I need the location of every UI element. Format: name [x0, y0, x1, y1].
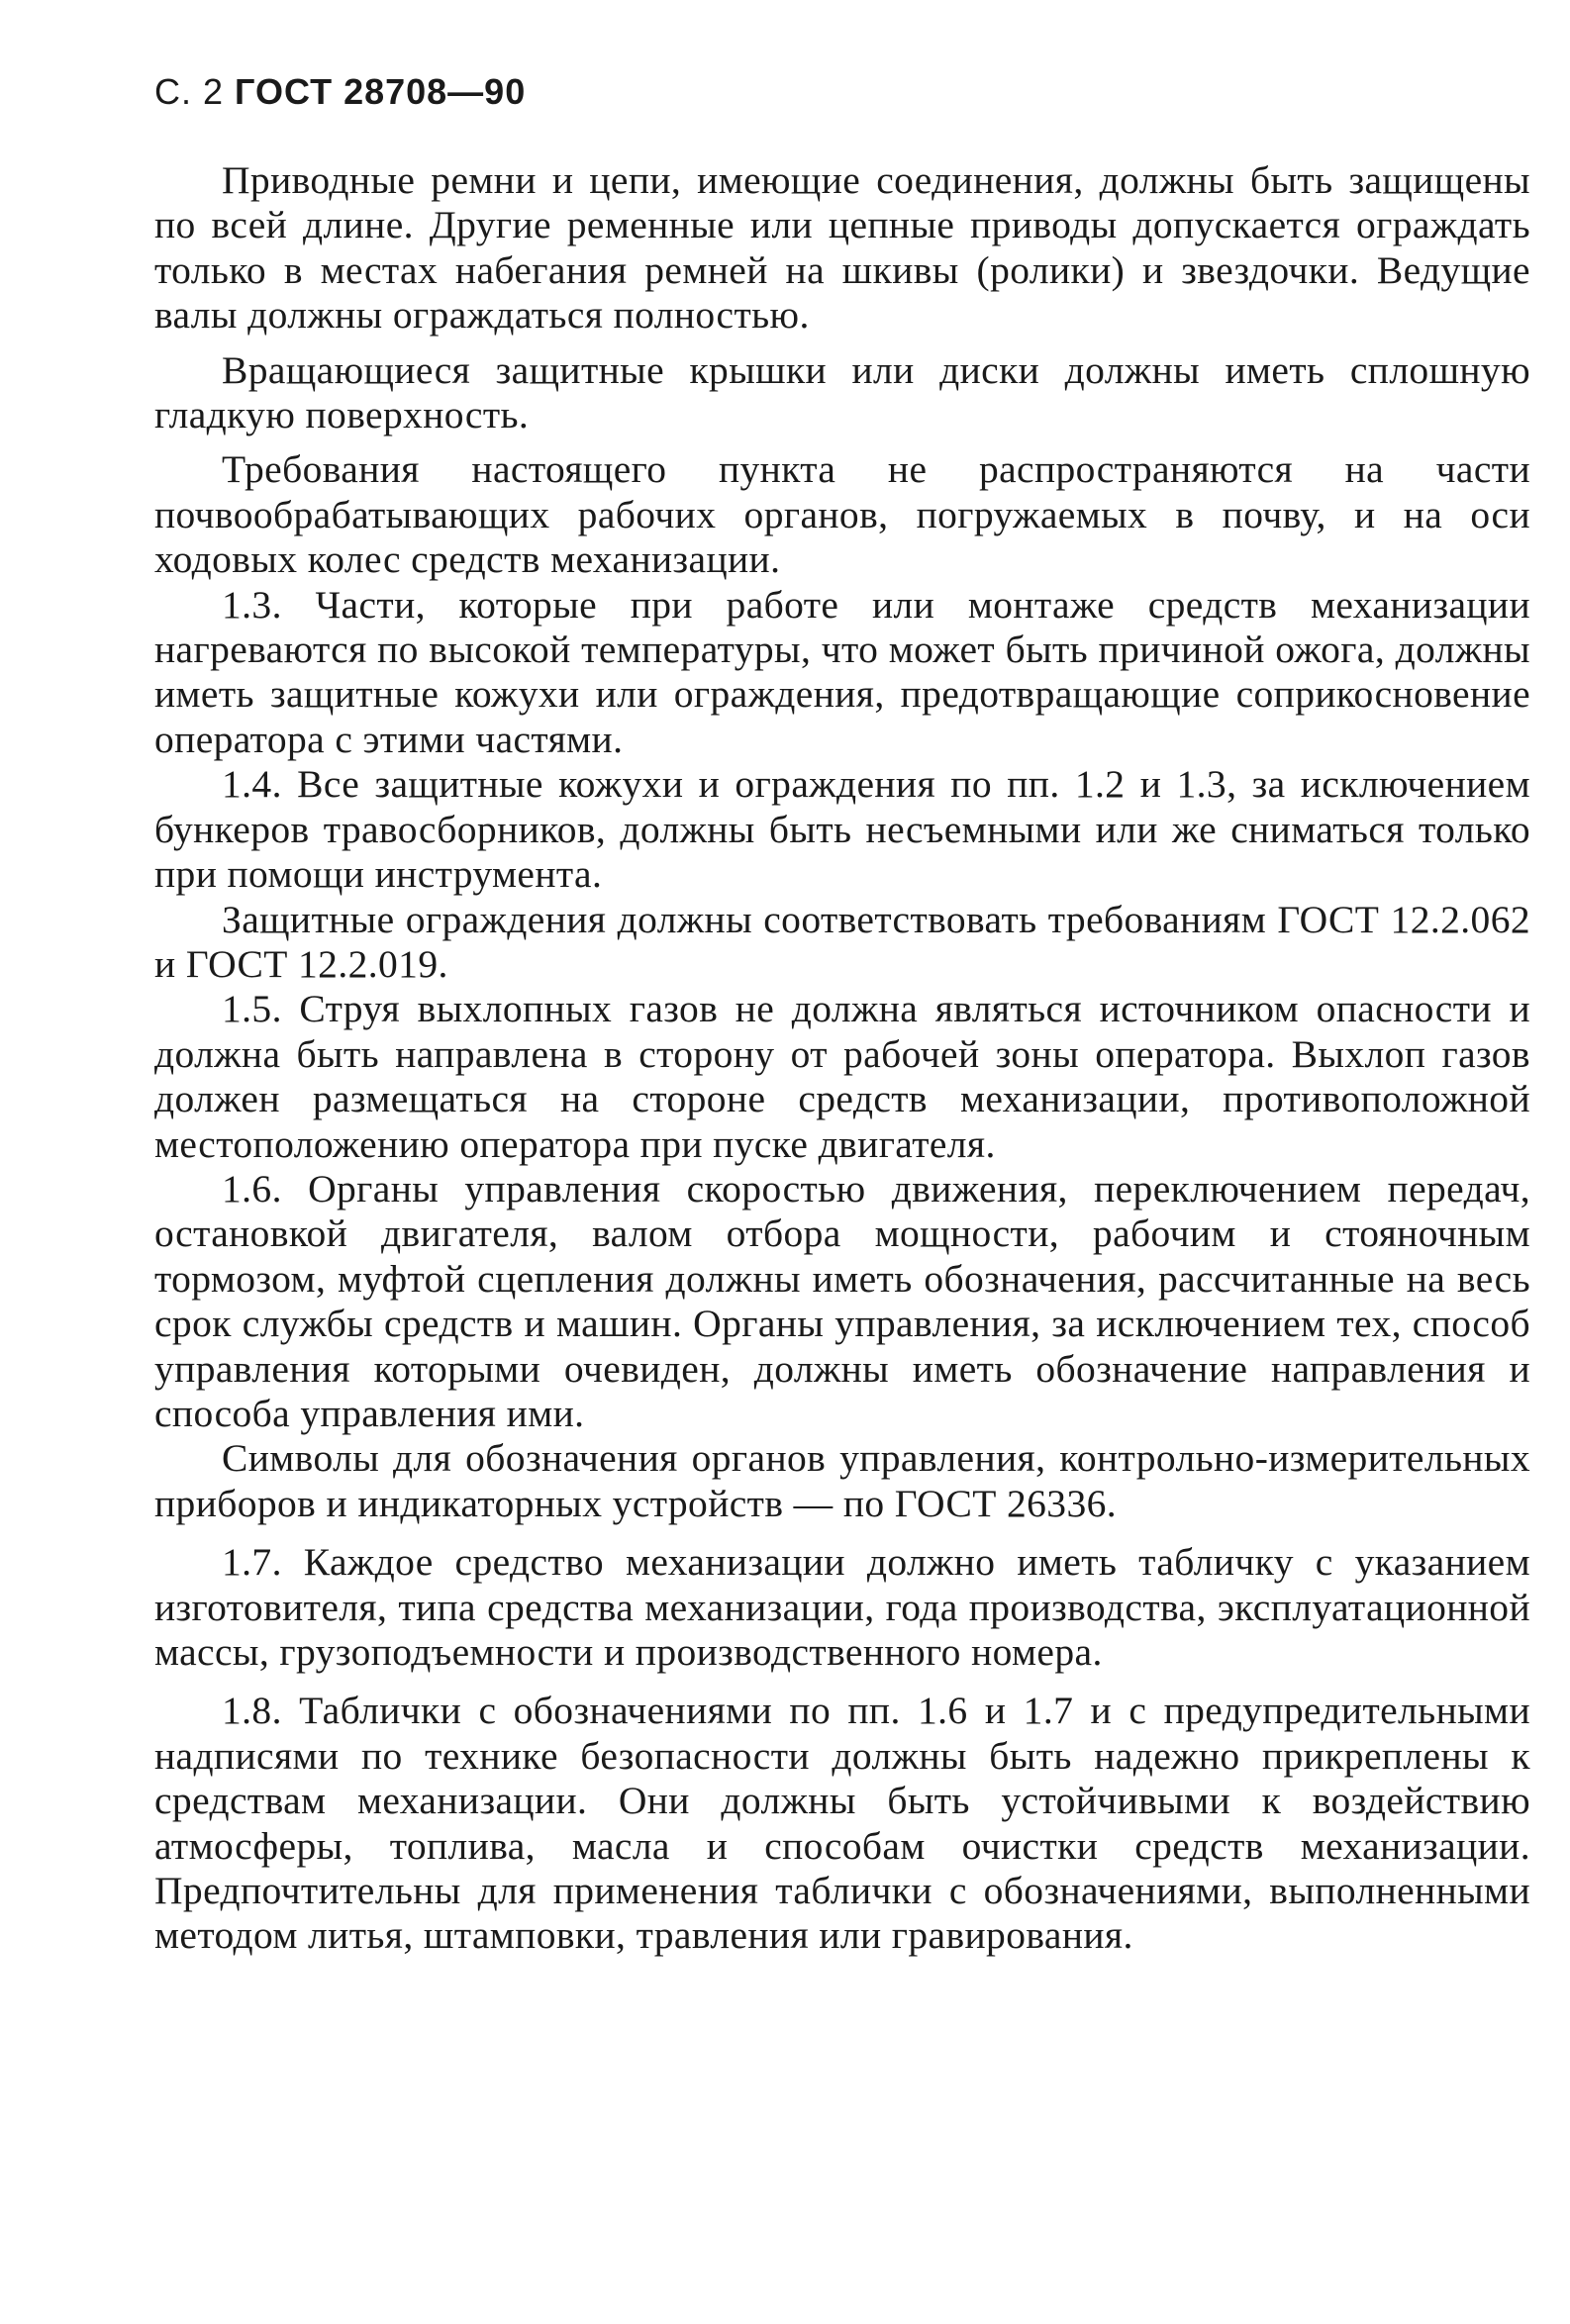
paragraph-1-4: 1.4. Все защитные кожухи и ограждения по пп. 1.2 и 1.3, за исключением бункеров травосборников, должны быть несъемными или же сниматься только при помощи инструмента.	[154, 762, 1530, 897]
standard-designation: ГОСТ 28708—90	[235, 71, 527, 112]
paragraph-rotating-covers: Вращающиеся защитные крышки или диски должны иметь сплошную гладкую поверхность.	[154, 347, 1530, 437]
paragraph-symbols: Символы для обозначения органов управления, контрольно-измерительных приборов и индикаторных устройств — по ГОСТ 26336.	[154, 1436, 1530, 1525]
paragraph-1-5: 1.5. Струя выхлопных газов не должна являться источником опасности и должна быть направлена в сторону от рабочей зоны оператора. Выхлоп газов должен размещаться на стороне средств механизации, противоположной местоположению оператора при пуске двигателя.	[154, 987, 1530, 1166]
page-header	[154, 71, 526, 113]
paragraph-exceptions: Требования настоящего пункта не распространяются на части почвообрабатывающих рабочих органов, погружаемых в почву, и на оси ходовых колес средств механизации.	[154, 447, 1530, 582]
page-number: С. 2	[154, 71, 225, 112]
paragraph-1-3: 1.3. Части, которые при работе или монтаже средств механизации нагреваются по высокой температуры, что может быть причиной ожога, должны иметь защитные кожухи или ограждения, предотвращающие соприкосновение оператора с этими частями.	[154, 582, 1530, 761]
paragraph-guard-standards: Защитные ограждения должны соответствовать требованиям ГОСТ 12.2.062 и ГОСТ 12.2.019.	[154, 897, 1530, 986]
paragraph-1-8: 1.8. Таблички с обозначениями по пп. 1.6 и 1.7 и с предупредительными надписями по технике безопасности должны быть надежно прикреплены к средствам механизации. Они должны быть устойчивыми к воздействию атмосферы, топлива, масла и способам очистки средств механизации. Предпочтительны для применения таблички с обозначениями, выполненными методом литья, штамповки, травления или гравирования.	[154, 1689, 1530, 1958]
body-text	[154, 158, 1530, 1959]
paragraph-1-6: 1.6. Органы управления скоростью движения, переключением передач, остановкой двигателя, валом отбора мощности, рабочим и стояночным тормозом, муфтой сцепления должны иметь обозначения, рассчитанные на весь срок службы средств и машин. Органы управления, за исключением тех, способ управления которыми очевиден, должны иметь обозначение направления и способа управления ими.	[154, 1166, 1530, 1435]
paragraph-drive-guards: Приводные ремни и цепи, имеющие соединения, должны быть защищены по всей длине. Другие ременные или цепные приводы допускается ограждать только в местах набегания ремней на шкивы (ролики) и звездочки. Ведущие валы должны ограждаться полностью.	[154, 158, 1530, 338]
paragraph-1-7: 1.7. Каждое средство механизации должно иметь табличку с указанием изготовителя, типа средства механизации, года производства, эксплуатационной массы, грузоподъемности и производственного номера.	[154, 1540, 1530, 1674]
